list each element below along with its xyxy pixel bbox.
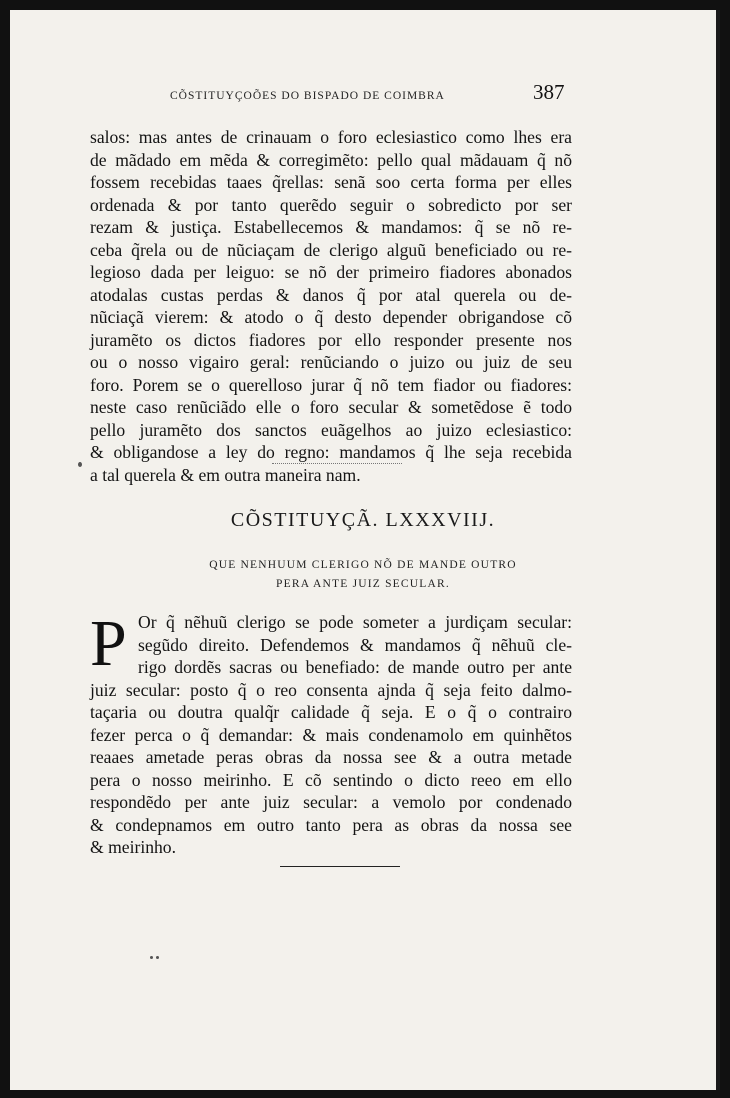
text-line: neste caso renũciãdo elle o foro secular & sometẽdose ẽ todo (90, 397, 572, 417)
text-line: respondẽdo per ante juiz secular: a vemolo por condenado (90, 792, 572, 812)
text-line: & meirinho. (90, 837, 177, 857)
text-line: ou o nosso vigairo geral: renũciando o juizo ou juiz de seu (90, 352, 572, 372)
text-line: segũdo direito. Defendemos & mandamos q̃ nẽhuũ cle- (138, 634, 572, 655)
text-line: rigo dordẽs sacras ou benefiado: de mande outro per ante (138, 657, 572, 677)
paper-speck (156, 956, 159, 959)
text-line: salos: mas antes de crinauam o foro eclesiastico como lhes era (90, 127, 572, 147)
section-subtitle-line-2: PERA ANTE JUIZ SECULAR. (276, 578, 450, 590)
text-line: juiz secular: posto q̃ o reo consenta ajnda q̃ seja feito dalmo- (90, 679, 572, 700)
text-line: juramẽto os dictos fiadores por ello responder presente nos (90, 329, 572, 350)
paper-speck (150, 956, 153, 959)
text-line: pera o nosso meirinho. E cõ sentindo o dicto reeo em ello (90, 769, 572, 790)
paragraph-continued (90, 126, 572, 486)
page-number: 387 (533, 80, 565, 104)
section-subtitle-line-1: QUE NENHUUM CLERIGO NÕ DE MANDE OUTRO (209, 559, 517, 571)
section-heading: CÕSTITUYÇÃ. LXXXVIIJ. (230, 509, 496, 531)
text-line: atodalas custas perdas & danos q̃ por atal querela ou de- (90, 284, 572, 305)
text-line: de mãdado em mẽda & corregimẽto: pello qual mãdauam q̃ nõ (90, 149, 572, 170)
text-line: reaaes ametade peras obras da nossa see & a outra metade (90, 747, 572, 767)
section-body (90, 607, 572, 859)
text-line: nũciaçã vierem: & atodo o q̃ desto depender obrigandose cõ (90, 307, 572, 327)
text-line: taçaria ou doutra qualq̃r calidade q̃ seja. E o q̃ o contrairo (90, 702, 572, 722)
end-rule (280, 866, 400, 867)
text-line: rezam & justiça. Estabellecemos & mandamos: q̃ se nõ re- (90, 217, 572, 237)
text-line: ceba q̃rela ou de nũciaçam de clerigo alguũ beneficiado ou re- (90, 239, 572, 260)
text-line: pello juramẽto dos sanctos euãgelhos ao juizo eclesiastico: (90, 419, 572, 440)
book-page (10, 10, 720, 1090)
text-line: Or q̃ nẽhuũ clerigo se pode someter a jurdiçam secular: (138, 612, 572, 632)
text-line: a tal querela & em outra maneira nam. (90, 464, 361, 485)
text-line: & obligandose a ley do regno: mandamos q̃ lhe seja recebida (90, 442, 572, 462)
paper-speck (78, 462, 82, 467)
text-line: ordenada & por tanto querẽdo seguir o sobredicto por ser (90, 194, 572, 215)
drop-cap: P (90, 607, 127, 680)
text-line: & condepnamos em outro tanto pera as obras da nossa see (90, 814, 572, 835)
text-line: legioso dada per leiguo: se nõ der primeiro fiadores abonados (90, 262, 572, 282)
text-line: fezer perca o q̃ demandar: & mais condenamolo em quinhẽtos (90, 724, 572, 745)
running-title: CÕSTITUYÇOÕES DO BISPADO DE COIMBRA (170, 90, 445, 102)
text-line: fossem recebidas taaes q̃rellas: senã soo certa forma per elles (90, 172, 572, 192)
section-divider (272, 463, 402, 464)
text-line: foro. Porem se o querelloso jurar q̃ nõ tem fiador ou fiadores: (90, 374, 572, 395)
